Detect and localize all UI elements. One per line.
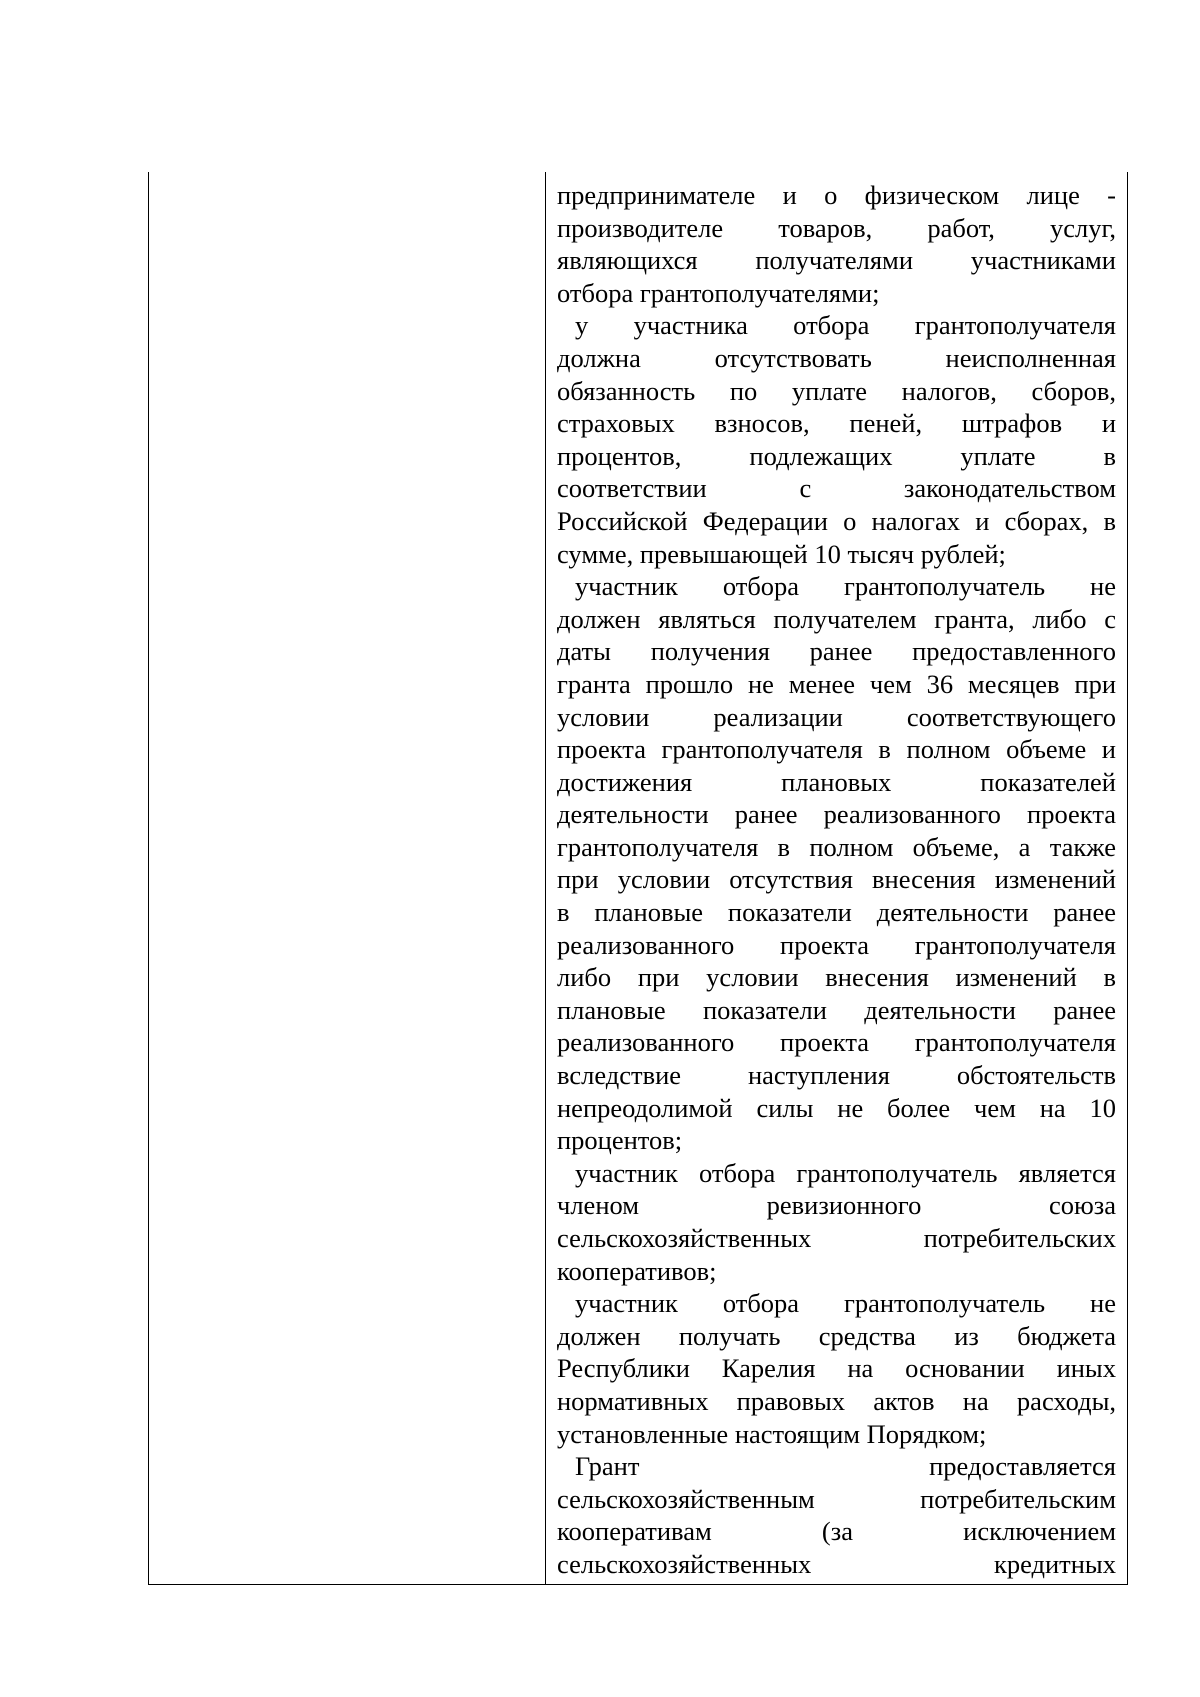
text-line: грантополучателя в полном объеме, а также [557, 831, 1116, 862]
table-left-cell [150, 172, 544, 1583]
text-line: кооперативов; [557, 1255, 717, 1286]
text-line: производителе товаров, работ, услуг, [557, 212, 1116, 243]
text-line: непреодолимой силы не более чем на 10 [557, 1092, 1116, 1123]
text-line: сельскохозяйственных потребительских [557, 1223, 1116, 1253]
text-line: у участника отбора грантополучателя [575, 310, 1116, 341]
text-line: реализованного проекта грантополучателя [557, 929, 1116, 960]
text-line: либо при условии внесения изменений в [557, 962, 1116, 993]
text-line: должен получать средства из бюджета [557, 1320, 1116, 1351]
text-line: являющихся получателями участниками [557, 245, 1116, 276]
text-line: участник отбора грантополучатель не [575, 1288, 1116, 1319]
text-line: Российской Федерации о налогах и сборах, в [557, 505, 1116, 536]
text-line: кооперативам (за исключением [557, 1516, 1116, 1547]
text-line: даты получения ранее предоставленного [557, 636, 1116, 667]
text-line: установленные настоящим Порядком; [557, 1418, 987, 1449]
column-divider [545, 172, 546, 1585]
text-line: соответствии с законодательством [557, 473, 1116, 504]
text-line: участник отбора грантополучатель является [575, 1157, 1116, 1188]
text-line: обязанность по уплате налогов, сборов, [557, 375, 1116, 406]
text-line: реализованного проекта грантополучателя [557, 1027, 1116, 1058]
text-line: плановые показатели деятельности ранее [557, 994, 1116, 1025]
text-line: процентов, подлежащих уплате в [557, 440, 1116, 471]
text-line: нормативных правовых актов на расходы, [557, 1385, 1116, 1416]
text-line: Грант предоставляется [575, 1451, 1116, 1482]
table-right-cell [557, 179, 1116, 1581]
text-line: сумме, превышающей 10 тысяч рублей; [557, 538, 1006, 569]
text-line: Республики Карелия на основании иных [557, 1353, 1116, 1384]
text-line: вследствие наступления обстоятельств [557, 1060, 1116, 1091]
text-line: процентов; [557, 1125, 683, 1156]
text-line: должна отсутствовать неисполненная [557, 342, 1116, 373]
text-line: достижения плановых показателей [557, 766, 1116, 797]
text-line: отбора грантополучателями; [557, 277, 880, 308]
text-line: страховых взносов, пеней, штрафов и [557, 408, 1116, 439]
text-line: гранта прошло не менее чем 36 месяцев при [557, 668, 1116, 699]
text-line: должен являться получателем гранта, либо с [557, 603, 1116, 634]
text-line: сельскохозяйственных кредитных [557, 1548, 1116, 1579]
text-line: участник отбора грантополучатель не [575, 571, 1116, 602]
text-line: при условии отсутствия внесения изменений [557, 864, 1116, 895]
text-line: членом ревизионного союза [557, 1190, 1116, 1221]
text-line: сельскохозяйственным потребительским [557, 1483, 1116, 1514]
text-line: предпринимателе и о физическом лице - [557, 180, 1116, 210]
text-line: условии реализации соответствующего [557, 701, 1116, 732]
text-line: проекта грантополучателя в полном объеме и [557, 734, 1116, 765]
text-line: деятельности ранее реализованного проекта [557, 799, 1116, 830]
text-line: в плановые показатели деятельности ранее [557, 897, 1116, 928]
